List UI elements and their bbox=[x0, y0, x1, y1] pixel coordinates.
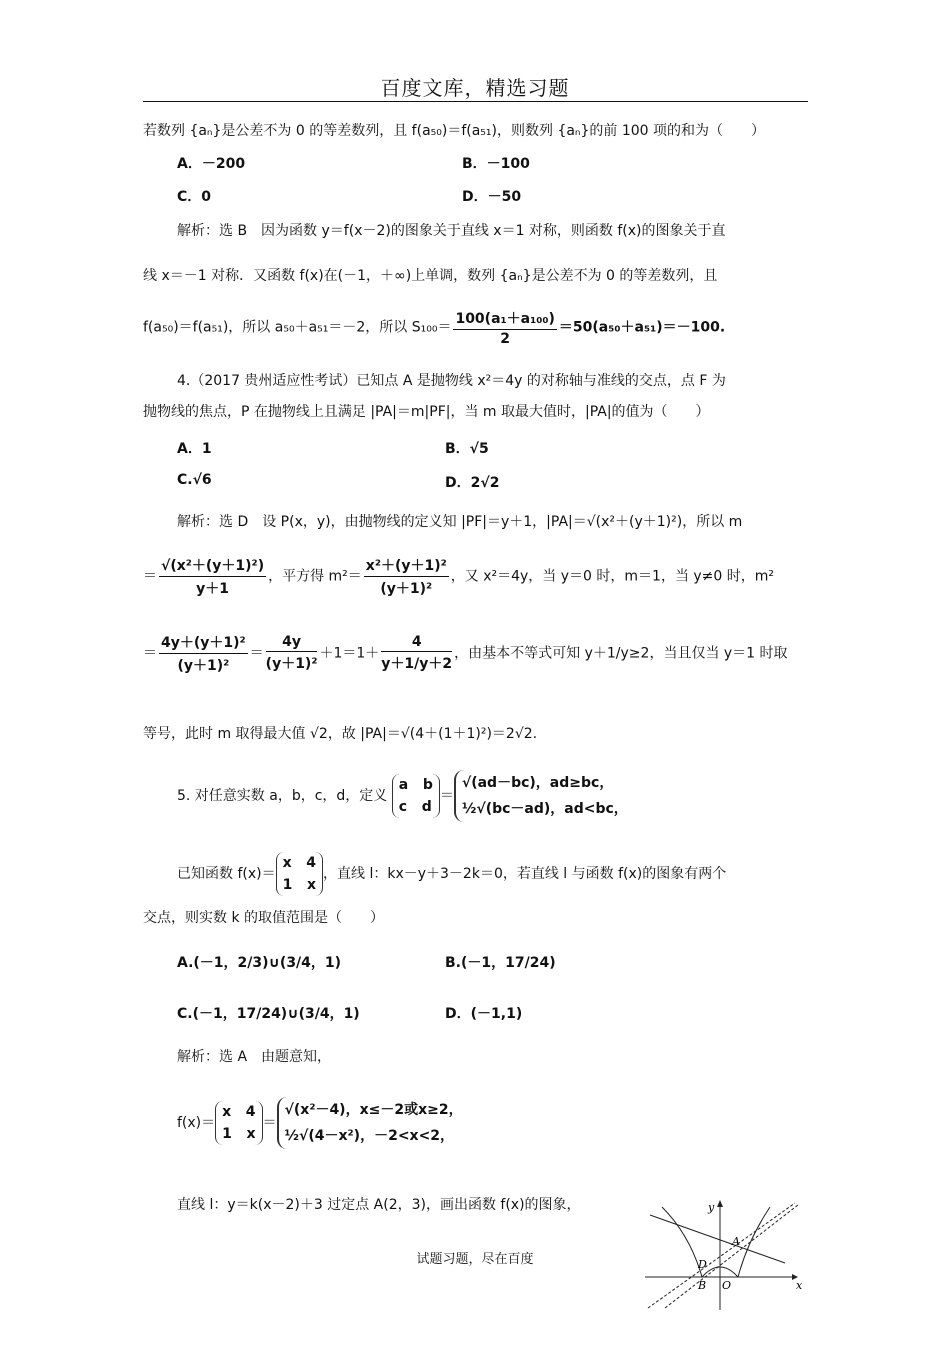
q4-f2-num: 4y bbox=[266, 634, 318, 652]
q5-solution-f: f(x)＝x 4 1 x＝√(x²－4)，x≤－2或x≥2， ½√(4－x²)，－2<x<2， bbox=[177, 1097, 463, 1149]
graph-label-B: B bbox=[698, 1279, 707, 1292]
q5-sol-f-label: f(x)＝ bbox=[177, 1115, 216, 1131]
q4-m-frac-num: √(x²＋(y＋1)²) bbox=[159, 555, 266, 577]
graph-label-D: D bbox=[698, 1258, 707, 1271]
q5-matrix-a: a bbox=[398, 777, 409, 793]
q5-sol-matrix-11: x bbox=[222, 1104, 232, 1120]
q5-given-line1 bbox=[177, 852, 726, 896]
q5-fmatrix-21: 1 bbox=[282, 877, 293, 893]
q5-fmatrix-12: 4 bbox=[306, 855, 316, 871]
q4-m-fraction bbox=[159, 555, 266, 598]
q3-solution-line1: 解析：选 B 因为函数 y＝f(x－2)的图象关于直线 x＝1 对称，则函数 f(x)的图象关于直 bbox=[177, 223, 726, 239]
q5-option-c: C.(－1，17/24)∪(3/4，1) bbox=[177, 1006, 360, 1022]
q4-option-b: B．√5 bbox=[445, 441, 489, 457]
q4-f3-den: y＋1/y＋2 bbox=[381, 656, 453, 672]
q4-f3-num: 4 bbox=[381, 634, 452, 652]
graph-label-y: y bbox=[708, 1201, 715, 1214]
q3-option-b: B．－100 bbox=[462, 156, 530, 172]
q5-solution-line: 直线 l：y＝k(x－2)＋3 过定点 A(2，3)，画出函数 f(x)的图象， bbox=[177, 1197, 581, 1213]
q3-stem: 若数列 {aₙ}是公差不为 0 的等差数列，且 f(a₅₀)＝f(a₅₁)，则数列 {aₙ}的前 100 项的和为（ ） bbox=[143, 123, 766, 139]
graph-label-O: O bbox=[722, 1279, 732, 1292]
q5-option-b: B.(－1，17/24) bbox=[445, 955, 556, 971]
q5-matrix-c: c bbox=[398, 799, 408, 815]
q3-frac-num: 100(a₁＋a₁₀₀) bbox=[453, 308, 556, 330]
q5-def-matrix bbox=[392, 774, 440, 818]
q3-solution-line3 bbox=[143, 308, 725, 347]
header-rule bbox=[143, 101, 808, 102]
q3-option-c: C．0 bbox=[177, 189, 212, 205]
q4-stem-line1: 4.（2017 贵州适应性考试）已知点 A 是抛物线 x²＝4y 的对称轴与准线的交点，点 F 为 bbox=[177, 373, 726, 389]
q5-fmatrix-11: x bbox=[282, 855, 292, 871]
q4-solution-line3: ＝ $\frac{\text{4y＋(y＋1)²}}{\text{(y＋1)²}}$ ＝ $\frac{4y}{\text{(y＋1)²}}$ ＋1＝1＋ $\frac{4}{y+1/y+2}$ ，由基本不等式可知 y＋1/y≥2，当且仅当 y＝1 时取 bbox=[143, 634, 788, 674]
q4-f1-num: 4y＋(y＋1)² bbox=[159, 632, 248, 654]
q4-sol2-mid: ，平方得 m²＝ bbox=[268, 568, 362, 585]
q3-sol3-a: f(a₅₀)＝f(a₅₁)，所以 a₅₀＋a₅₁＝－2，所以 S₁₀₀＝ bbox=[143, 319, 452, 336]
graph-label-x: x bbox=[796, 1279, 803, 1292]
q5-sol-case2: ½√(4－x²)，－2<x<2， bbox=[284, 1128, 455, 1144]
q5-stem-prefix: 5. 对任意实数 a，b，c，d，定义 bbox=[177, 788, 388, 804]
q3-frac-den: 2 bbox=[500, 331, 511, 347]
q3-sol3-b: ＝50(a₅₀＋a₅₁)＝－100. bbox=[558, 319, 726, 336]
graph-label-A: A bbox=[732, 1235, 740, 1248]
q4-f1-den: (y＋1)² bbox=[177, 658, 230, 674]
q4-f3 bbox=[381, 634, 452, 673]
q5-definition: 5. 对任意实数 a，b，c，d，定义 a b c d＝√(ad－bc)，ad≥bc， ½√(bc－ad)，ad<bc， bbox=[177, 770, 628, 822]
y-axis-arrow-icon bbox=[717, 1200, 723, 1207]
q4-solution-line1: 解析：选 D 设 P(x，y)，由抛物线的定义知 |PF|＝y＋1，|PA|＝√(x²＋(y＋1)²)，所以 m bbox=[177, 514, 743, 530]
page-footer: 试题习题，尽在百度 bbox=[416, 1252, 534, 1267]
q4-solution-line4: 等号，此时 m 取得最大值 √2，故 |PA|＝√(4＋(1＋1)²)＝2√2. bbox=[143, 726, 538, 742]
q4-option-c: C.√6 bbox=[177, 472, 212, 488]
q4-sol3-tail: ，由基本不等式可知 y＋1/y≥2，当且仅当 y＝1 时取 bbox=[454, 645, 788, 662]
q5-sol-case1: √(x²－4)，x≤－2或x≥2， bbox=[284, 1102, 463, 1118]
q4-solution-line2: ＝ $\frac{\text{√(x²＋(y＋1)²)}}{y+1}$ ，平方得 m²＝ $\frac{\text{x²＋(y＋1)²}}{\text{(y＋1)²}}$ ，又 x²＝4y，当 y＝0 时，m＝1，当 y≠0 时，m² bbox=[143, 555, 774, 598]
q4-f2-den: (y＋1)² bbox=[265, 656, 318, 672]
q4-f1 bbox=[159, 632, 248, 675]
q5-given1: 已知函数 f(x)＝ bbox=[177, 866, 276, 882]
q5-fmatrix-22: x bbox=[306, 877, 316, 893]
q3-sum-fraction bbox=[453, 308, 556, 347]
q4-option-a: A．1 bbox=[177, 441, 212, 457]
q5-sol-matrix bbox=[215, 1101, 262, 1145]
q5-option-a: A.(－1，2/3)∪(3/4，1) bbox=[177, 955, 342, 971]
q3-option-d: D．－50 bbox=[462, 189, 522, 205]
q5-given-line3: 交点，则实数 k 的取值范围是（ ） bbox=[143, 910, 385, 926]
q5-matrix-b: b bbox=[422, 777, 433, 793]
q4-sol2-tail: ，又 x²＝4y，当 y＝0 时，m＝1，当 y≠0 时，m² bbox=[450, 568, 775, 585]
q5-option-d: D．(－1,1) bbox=[445, 1006, 523, 1022]
q4-m-frac-den: y＋1 bbox=[196, 581, 229, 597]
q5-case2: ½√(bc－ad)，ad<bc， bbox=[461, 801, 628, 817]
q4-m2-frac-num: x²＋(y＋1)² bbox=[364, 555, 449, 577]
q4-m2-fraction bbox=[364, 555, 449, 598]
q5-matrix-d: d bbox=[421, 799, 432, 815]
q5-sol-matrix-12: 4 bbox=[245, 1104, 256, 1120]
q4-m2-frac-den: (y＋1)² bbox=[380, 581, 433, 597]
q5-given2: ，直线 l：kx－y＋3－2k＝0，若直线 l 与函数 f(x)的图象有两个 bbox=[323, 866, 727, 882]
q3-option-a: A．－200 bbox=[177, 156, 246, 172]
q4-stem-line2: 抛物线的焦点，P 在抛物线上且满足 |PA|＝m|PF|，当 m 取最大值时，|PA|的值为（ ） bbox=[143, 404, 710, 420]
q3-solution-line2: 线 x＝－1 对称．又函数 f(x)在(－1，＋∞)上单调，数列 {aₙ}是公差不为 0 的等差数列，且 bbox=[143, 268, 718, 284]
q4-option-d: D．2√2 bbox=[445, 475, 500, 491]
q5-case1: √(ad－bc)，ad≥bc， bbox=[461, 775, 614, 791]
q5-sol-cases bbox=[277, 1097, 463, 1149]
q4-f2 bbox=[266, 634, 318, 673]
q5-sol-matrix-21: 1 bbox=[222, 1126, 232, 1142]
q5-sol-matrix-22: x bbox=[246, 1126, 256, 1142]
page-header: 百度文库，精选习题 bbox=[380, 76, 570, 100]
q5-solution-line1: 解析：选 A 由题意知， bbox=[177, 1049, 332, 1065]
q5-def-cases bbox=[454, 770, 628, 822]
q5-f-matrix bbox=[276, 852, 323, 896]
q4-sol3-mid: ＋1＝1＋ bbox=[319, 645, 380, 662]
